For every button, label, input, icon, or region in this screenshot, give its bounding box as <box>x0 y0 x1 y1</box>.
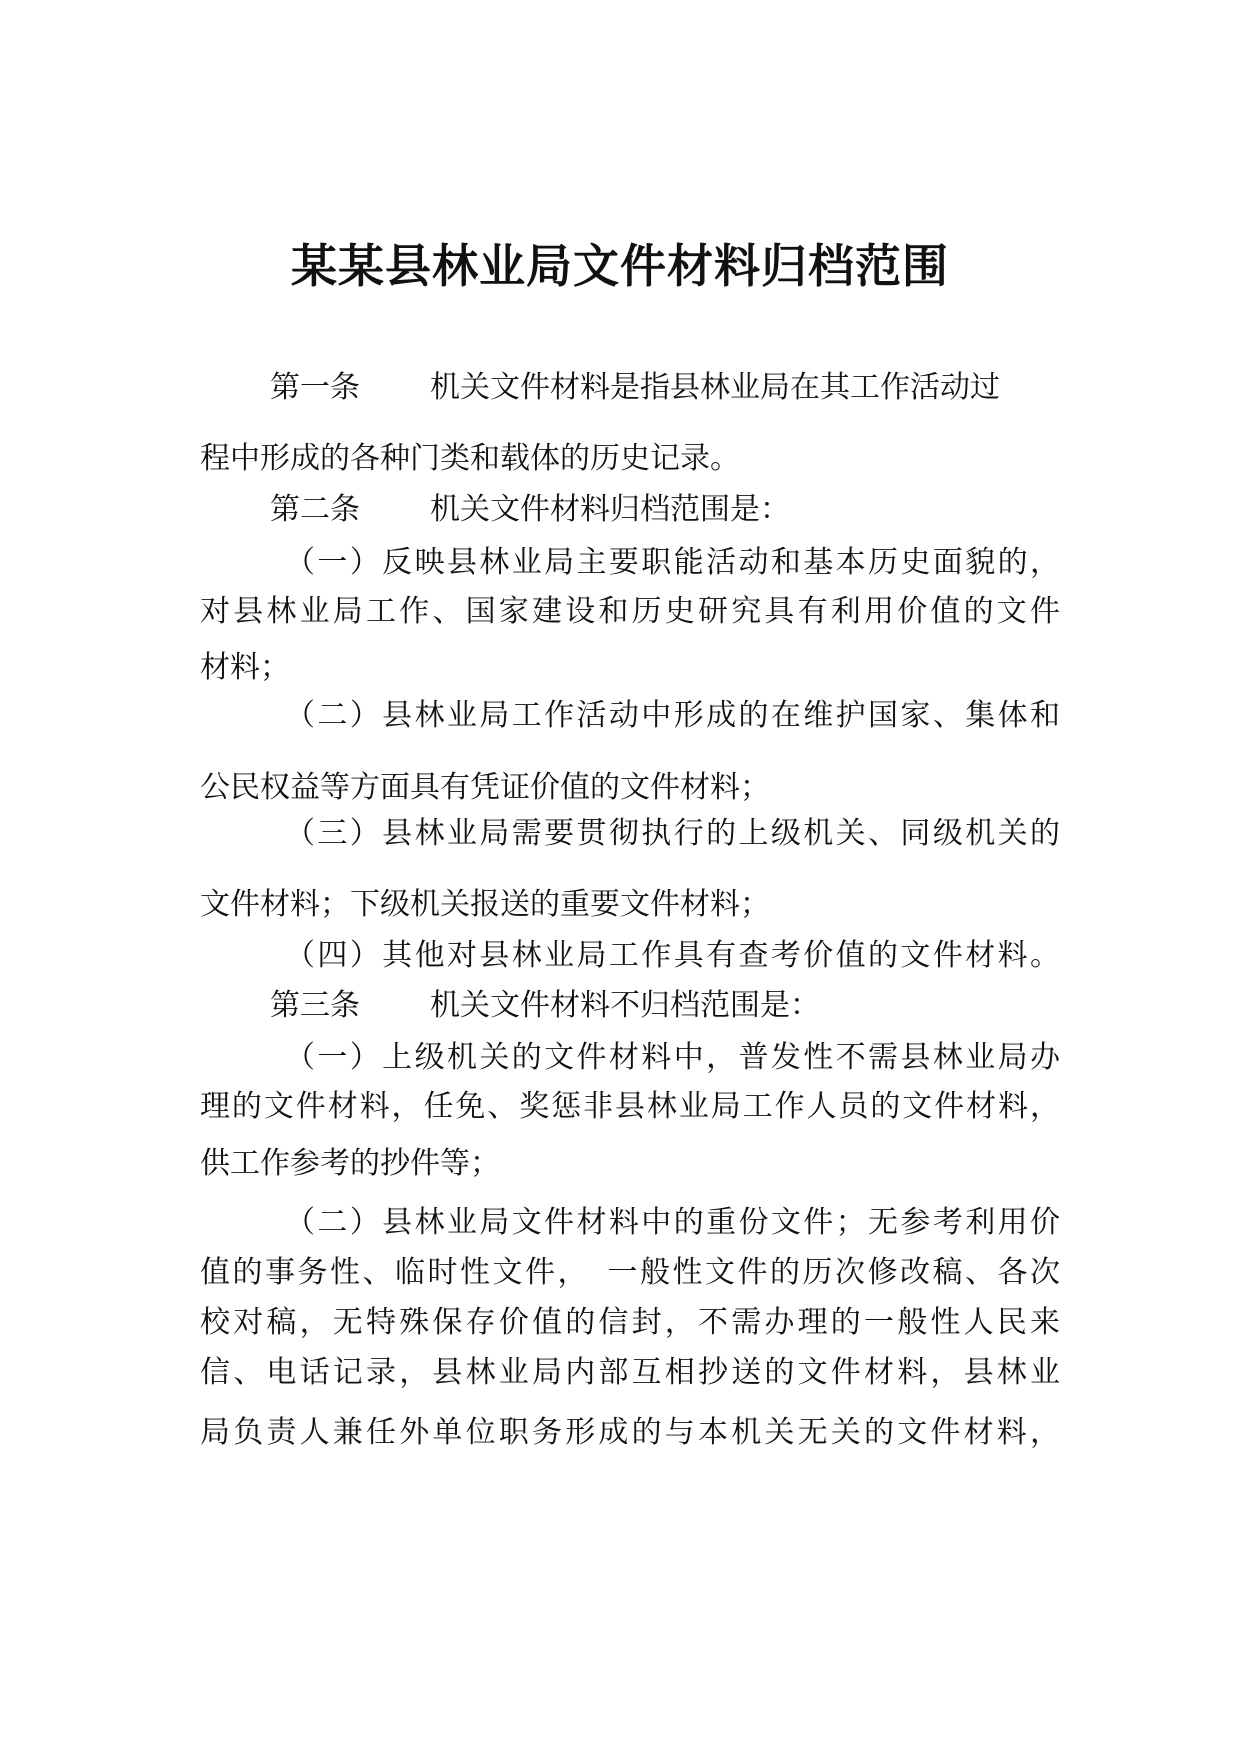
article-2-item-1-line-2: 对县林业局工作、国家建设和历史研究具有利用价值的文件 <box>200 594 1060 629</box>
article-1-text: 机关文件材料是指县林业局在其工作活动过 <box>430 370 1000 405</box>
article-2-text: 机关文件材料归档范围是： <box>430 492 790 527</box>
article-3-item-1-line-3: 供工作参考的抄件等； <box>200 1146 500 1181</box>
article-2-item-1-line-1: （一）反映县林业局主要职能活动和基本历史面貌的， <box>285 545 1060 580</box>
article-2-line <box>270 490 790 530</box>
article-3-item-1-line-1: （一）上级机关的文件材料中，普发性不需县林业局办 <box>285 1040 1060 1075</box>
article-3-line <box>270 986 820 1026</box>
article-1-number: 第一条 <box>270 370 360 405</box>
article-3-item-2-line-3: 校对稿，无特殊保存价值的信封，不需办理的一般性人民来 <box>200 1305 1060 1340</box>
article-3-item-2-line-4: 信、电话记录，县林业局内部互相抄送的文件材料，县林业 <box>200 1355 1060 1390</box>
article-3-item-2-line-1: （二）县林业局文件材料中的重份文件；无参考利用价 <box>285 1205 1060 1240</box>
article-3-text: 机关文件材料不归档范围是： <box>430 988 820 1023</box>
article-2-item-2-line-2: 公民权益等方面具有凭证价值的文件材料； <box>200 770 770 805</box>
article-3-item-1-line-2: 理的文件材料，任免、奖惩非县林业局工作人员的文件材料， <box>200 1089 1060 1124</box>
article-2-item-2-line-1: （二）县林业局工作活动中形成的在维护国家、集体和 <box>285 698 1060 733</box>
article-3-item-2-line-5: 局负责人兼任外单位职务形成的与本机关无关的文件材料， <box>200 1415 1060 1450</box>
article-2-item-1-line-3: 材料； <box>200 650 290 685</box>
article-2-item-3-line-1: （三）县林业局需要贯彻执行的上级机关、同级机关的 <box>285 816 1060 851</box>
article-2-item-3-line-2: 文件材料；下级机关报送的重要文件材料； <box>200 887 770 922</box>
article-1-line <box>270 368 1000 408</box>
article-3-number: 第三条 <box>270 988 360 1023</box>
article-1-continuation: 程中形成的各种门类和载体的历史记录。 <box>200 441 740 476</box>
article-3-item-2-line-2: 值的事务性、临时性文件， 一般性文件的历次修改稿、各次 <box>200 1255 1060 1290</box>
article-2-number: 第二条 <box>270 492 360 527</box>
document-title: 某某县林业局文件材料归档范围 <box>291 239 949 293</box>
article-2-item-4-line-1: （四）其他对县林业局工作具有查考价值的文件材料。 <box>285 938 1060 973</box>
